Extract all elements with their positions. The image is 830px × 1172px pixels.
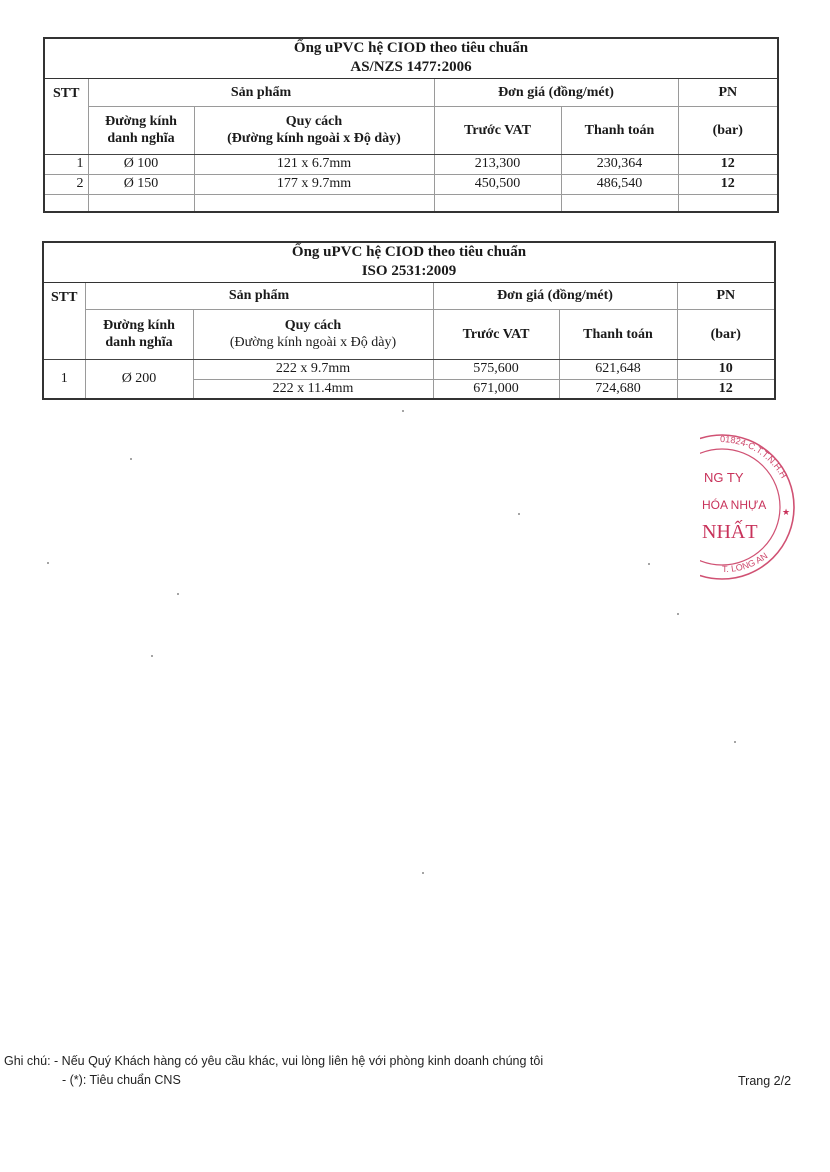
svg-text:01824-C.T.T.N.H.H: 01824-C.T.T.N.H.H: [719, 433, 789, 480]
header-quy-cach-line2: (Đường kính ngoài x Độ dày): [229, 335, 397, 350]
header-duong-kinh-line1: Đường kính: [105, 114, 177, 129]
company-stamp: [700, 432, 820, 582]
header-truoc-vat: Trước VAT: [434, 106, 561, 154]
cell-truoc-vat: 450,500: [434, 174, 561, 194]
cell-empty: [678, 194, 778, 212]
table-title: [43, 242, 775, 282]
note-label: Ghi chú:: [4, 1054, 51, 1068]
cell-stt: 2: [44, 174, 88, 194]
header-bar: (bar): [678, 106, 778, 154]
price-table-iso: [42, 241, 776, 400]
scan-speck: [177, 593, 179, 595]
scan-speck: [47, 562, 49, 564]
header-pn: PN: [678, 78, 778, 106]
header-quy-cach: [194, 106, 434, 154]
header-stt: STT: [44, 78, 88, 154]
cell-quy-cach: 222 x 11.4mm: [193, 379, 433, 399]
table-title-line1: Ống uPVC hệ CIOD theo tiêu chuẩn: [291, 244, 527, 261]
header-quy-cach-line2: (Đường kính ngoài x Độ dày): [227, 131, 401, 146]
header-quy-cach-line1: Quy cách: [285, 114, 343, 129]
svg-text:HÓA NHỰA: HÓA NHỰA: [702, 498, 767, 512]
table-title-line1: Ống uPVC hệ CIOD theo tiêu chuẩn: [293, 40, 529, 57]
cell-thanh-toan: 230,364: [561, 154, 678, 174]
cell-thanh-toan: 621,648: [559, 359, 677, 379]
scan-speck: [402, 410, 404, 412]
cell-empty: [88, 194, 194, 212]
header-quy-cach: [193, 309, 433, 359]
cell-duong-kinh: Ø 150: [88, 174, 194, 194]
page-number: Trang 2/2: [738, 1074, 792, 1088]
header-stt: STT: [43, 282, 85, 359]
cell-pn: 12: [677, 379, 775, 399]
header-thanh-toan: Thanh toán: [559, 309, 677, 359]
table-title: [44, 38, 778, 78]
header-don-gia: Đơn giá (đồng/mét): [433, 282, 677, 309]
cell-pn: 12: [678, 154, 778, 174]
header-quy-cach-line1: Quy cách: [284, 318, 342, 333]
scan-speck: [422, 872, 424, 874]
cell-quy-cach: 121 x 6.7mm: [194, 154, 434, 174]
cell-truoc-vat: 575,600: [433, 359, 559, 379]
svg-text:NG TY: NG TY: [704, 470, 744, 485]
scan-speck: [130, 458, 132, 460]
scan-speck: [677, 613, 679, 615]
header-pn: PN: [677, 282, 775, 309]
cell-empty: [434, 194, 561, 212]
scan-speck: [151, 655, 153, 657]
scan-speck: [648, 563, 650, 565]
cell-truoc-vat: 671,000: [433, 379, 559, 399]
note-text-1: - Nếu Quý Khách hàng có yêu cầu khác, vui lòng liên hệ với phòng kinh doanh chúng tôi: [54, 1054, 544, 1068]
cell-pn: 10: [677, 359, 775, 379]
cell-thanh-toan: 486,540: [561, 174, 678, 194]
svg-text:T. LONG AN: T. LONG AN: [721, 550, 770, 575]
cell-empty: [194, 194, 434, 212]
cell-truoc-vat: 213,300: [434, 154, 561, 174]
stamp-seal-icon: [700, 432, 820, 582]
cell-duong-kinh: Ø 100: [88, 154, 194, 174]
header-thanh-toan: Thanh toán: [561, 106, 678, 154]
table-row: [44, 154, 778, 174]
cell-thanh-toan: 724,680: [559, 379, 677, 399]
header-san-pham: Sản phẩm: [88, 78, 434, 106]
header-don-gia: Đơn giá (đồng/mét): [434, 78, 678, 106]
header-bar: (bar): [677, 309, 775, 359]
table-title-line2: ISO 2531:2009: [361, 263, 457, 280]
table-title-line2: AS/NZS 1477:2006: [350, 59, 472, 76]
header-duong-kinh: [88, 106, 194, 154]
cell-empty: [44, 194, 88, 212]
scan-speck: [734, 741, 736, 743]
table-row-empty: [44, 194, 778, 212]
cell-empty: [561, 194, 678, 212]
header-duong-kinh: [85, 309, 193, 359]
svg-text:NHẤT: NHẤT: [702, 521, 758, 543]
header-san-pham: Sản phẩm: [85, 282, 433, 309]
cell-pn: 12: [678, 174, 778, 194]
header-truoc-vat: Trước VAT: [433, 309, 559, 359]
cell-duong-kinh: Ø 200: [85, 359, 193, 399]
cell-quy-cach: 222 x 9.7mm: [193, 359, 433, 379]
cell-stt: 1: [44, 154, 88, 174]
cell-quy-cach: 177 x 9.7mm: [194, 174, 434, 194]
footer-note-line2: - (*): Tiêu chuẩn CNS: [62, 1073, 181, 1087]
cell-stt: 1: [43, 359, 85, 399]
table-row: [43, 359, 775, 379]
svg-text:★: ★: [782, 507, 791, 517]
footer-note-line1: [4, 1054, 543, 1068]
price-table-as-nzs: [43, 37, 779, 213]
table-row: [44, 174, 778, 194]
header-duong-kinh-line2: danh nghĩa: [105, 335, 173, 350]
scan-speck: [518, 513, 520, 515]
header-duong-kinh-line2: danh nghĩa: [107, 131, 175, 146]
header-duong-kinh-line1: Đường kính: [103, 318, 175, 333]
